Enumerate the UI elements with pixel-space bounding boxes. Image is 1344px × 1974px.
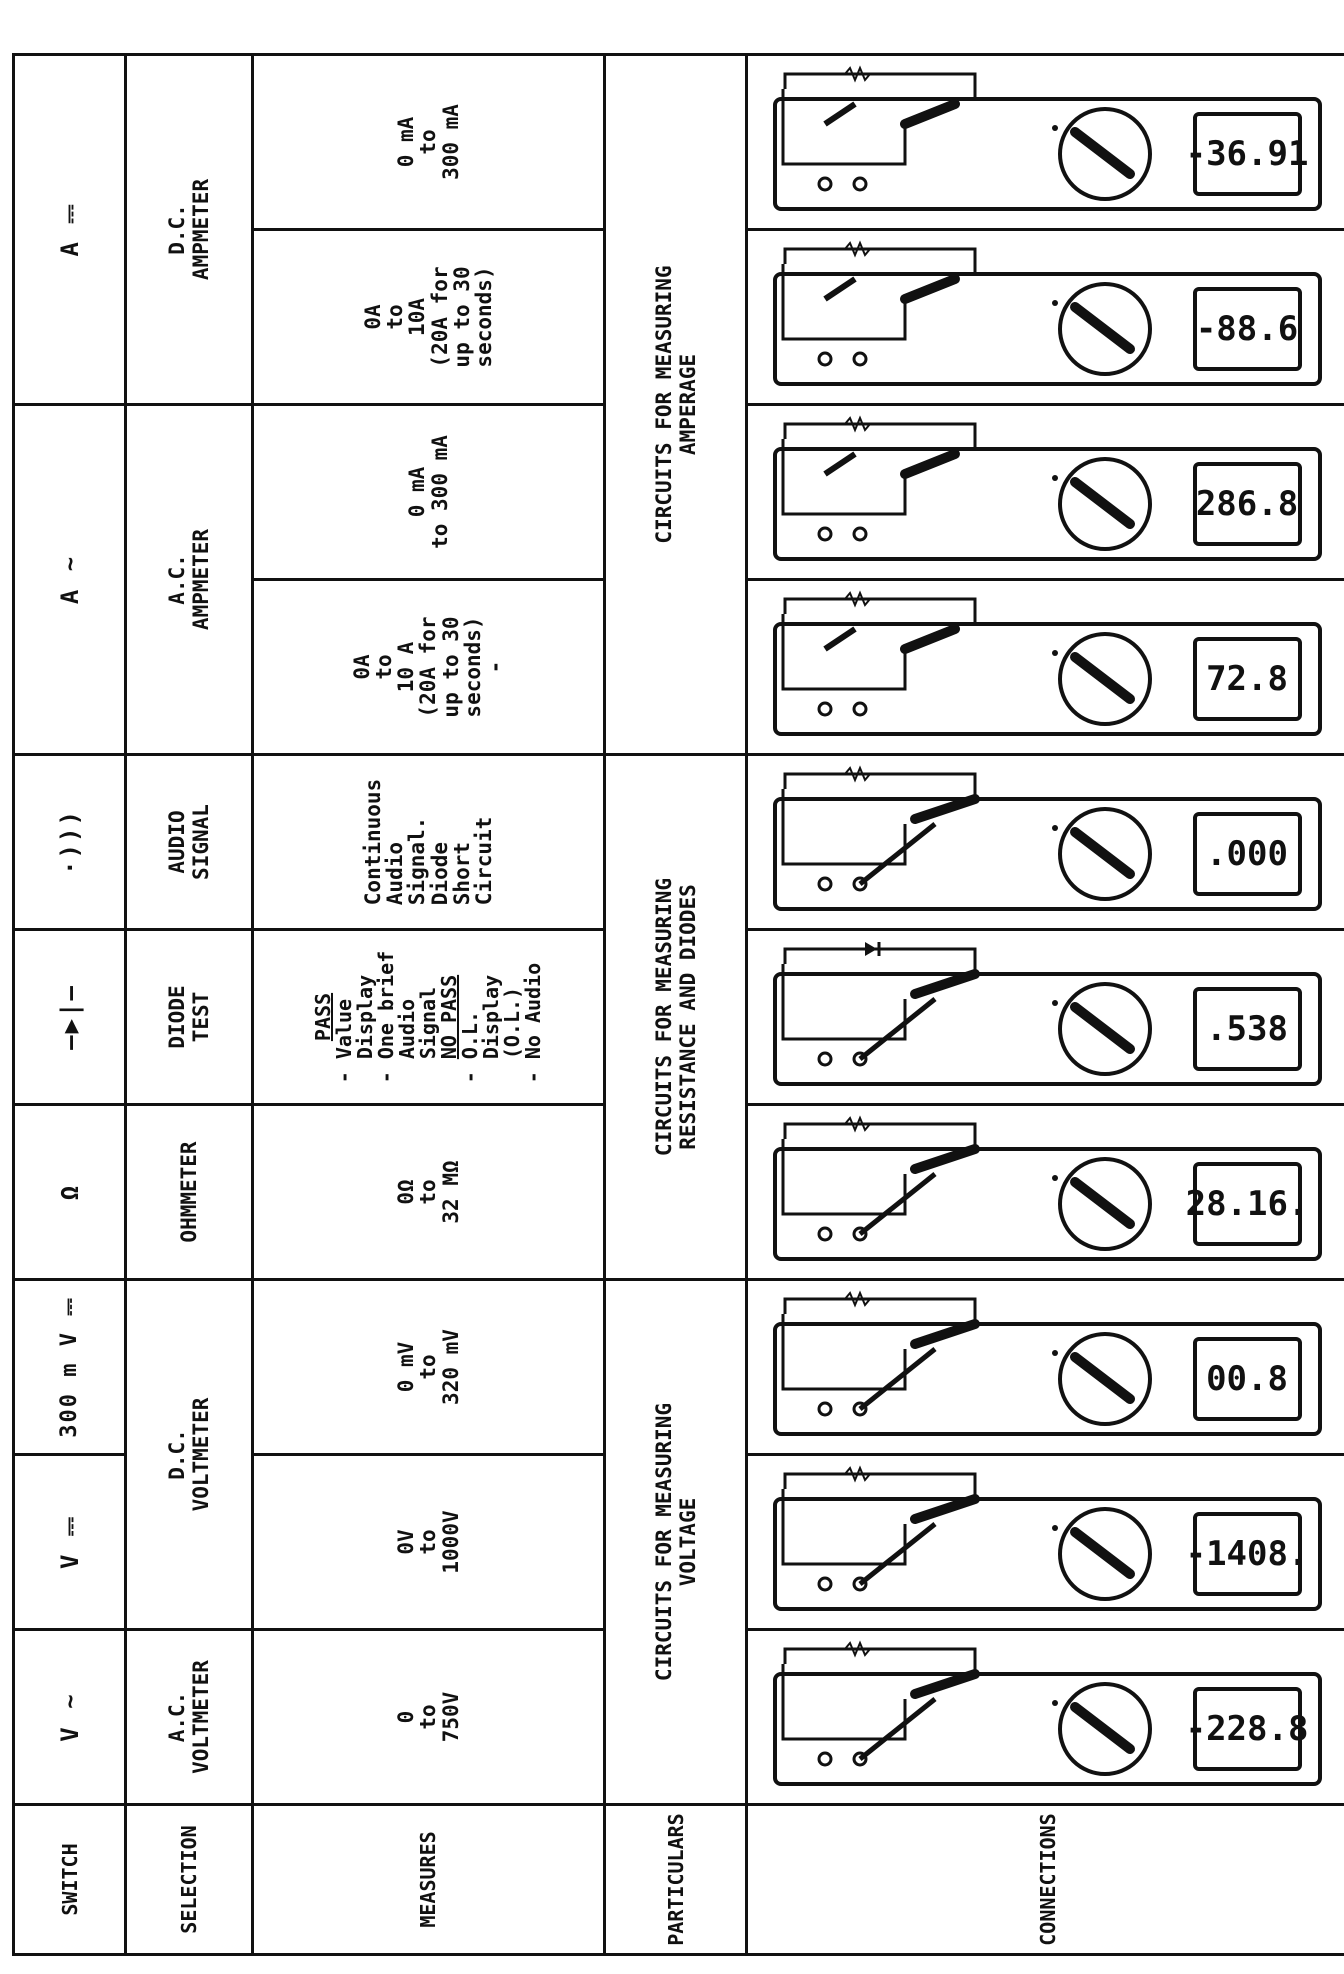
dial-knob: [1075, 658, 1130, 700]
measure-ohm-text: 0Ω to 32 MΩ: [394, 1160, 463, 1224]
connection-cell: [747, 1105, 1344, 1280]
switch-dc-millivolt: 300 m V ⎓: [14, 1280, 126, 1455]
connection-cell: [747, 229, 1344, 404]
jack-common: [819, 1579, 831, 1591]
black-probe: [915, 975, 975, 995]
connection-cell: [747, 54, 1344, 229]
switch-dc-amp: A ⎓: [14, 54, 126, 404]
black-probe: [905, 454, 955, 474]
measure-diode: [253, 930, 605, 1105]
meter-slot: [750, 937, 1344, 1097]
particulars-amperage: [605, 54, 747, 754]
diode-no-pass-item: - O.L.: [458, 1010, 482, 1084]
lcd-value: -88.6: [1195, 309, 1299, 350]
lcd-readout: [1206, 1010, 1288, 1050]
jack-common: [819, 704, 831, 716]
selection-dc-voltmeter-text: D.C. VOLTMETER: [165, 1397, 213, 1512]
dial-knob: [1075, 1533, 1130, 1575]
black-probe: [915, 1325, 975, 1345]
red-probe: [860, 1700, 935, 1760]
red-probe: [825, 630, 855, 650]
measure-dc-amp-ma-text: 0 mA to 300 mA: [394, 104, 463, 180]
dial-indicator: [1052, 826, 1058, 832]
jack-input: [854, 704, 866, 716]
dial-indicator: [1052, 125, 1058, 131]
measure-dc-mv: [253, 1280, 605, 1455]
black-probe: [905, 630, 955, 650]
lcd-value: -1408.: [1185, 1534, 1309, 1575]
meter-slot: [750, 237, 1344, 397]
lead-wire: [785, 249, 975, 274]
particulars-label: PARTICULARS: [605, 1805, 747, 1955]
dial-knob: [1075, 1358, 1130, 1400]
particulars-voltage-text: CIRCUITS FOR MEASURING VOLTAGE: [651, 1402, 700, 1682]
switch-diode: —▶|—: [14, 930, 126, 1105]
particulars-resistance: [605, 755, 747, 1280]
measure-audio: [253, 755, 605, 930]
lead-wire: [785, 600, 975, 625]
lcd-value: 286.8: [1195, 484, 1299, 525]
measure-dc-mv-text: 0 mV to 320 mV: [394, 1329, 463, 1405]
connection-cell: [747, 404, 1344, 579]
selection-dc-voltmeter: [126, 1280, 253, 1630]
measure-ac-amp-ma: [253, 404, 605, 579]
connection-cell: [747, 1455, 1344, 1630]
particulars-row: [605, 54, 747, 1954]
lead-wire: [785, 1650, 975, 1675]
red-probe: [860, 1525, 935, 1585]
selection-ac-voltmeter: [126, 1630, 253, 1805]
switch-ac-amp: A ∼: [14, 404, 126, 754]
jack-common: [819, 1054, 831, 1066]
black-probe: [905, 104, 955, 124]
measure-dc-amp-10a-text: 0A to 10A (20A for up to 30 seconds): [361, 266, 496, 368]
measure-ac-amp-10a-text: 0A to 10 A (20A for up to 30 seconds) -: [350, 616, 507, 718]
lead-wire: [785, 1125, 975, 1150]
measure-dc-amp-ma: [253, 54, 605, 229]
measure-ac-volt: [253, 1630, 605, 1805]
dial-knob: [1075, 307, 1130, 349]
diode-no-pass-item: Display: [479, 974, 503, 1084]
multimeter-diagram: [755, 935, 1340, 1100]
jack-common: [819, 178, 831, 190]
multimeter-function-table: [12, 53, 1344, 1956]
dial-indicator: [1052, 1001, 1058, 1007]
particulars-resistance-text: CIRCUITS FOR MEASURING RESISTANCE AND DIODES: [651, 877, 700, 1157]
red-probe: [860, 1175, 935, 1235]
diode-pass-item: - One brief: [374, 950, 398, 1084]
diode-no-pass-heading: NO PASS: [437, 974, 461, 1060]
jack-input: [854, 353, 866, 365]
measures-label: MEASURES: [253, 1805, 605, 1955]
dial-indicator: [1052, 1701, 1058, 1707]
multimeter-diagram: [755, 760, 1340, 925]
dial-knob: [1075, 1008, 1130, 1050]
diode-symbol: [865, 943, 877, 957]
red-probe: [860, 1000, 935, 1060]
selection-dc-ampmeter-text: D.C. AMPMETER: [165, 178, 213, 281]
meter-slot: [750, 1637, 1344, 1797]
black-probe: [915, 1500, 975, 1520]
rotated-table-sheet: [12, 56, 1312, 1956]
black-probe: [915, 1675, 975, 1695]
connection-cell: [747, 1280, 1344, 1455]
lead-wire: [785, 1475, 975, 1500]
multimeter-diagram: [755, 59, 1340, 224]
connection-cell: [747, 930, 1344, 1105]
dial-indicator: [1052, 1526, 1058, 1532]
meter-slot: [750, 1112, 1344, 1272]
black-probe: [905, 279, 955, 299]
switch-row: [14, 54, 126, 1954]
diode-pass-item: Signal: [416, 986, 440, 1084]
connections-label: CONNECTIONS: [747, 1805, 1344, 1955]
meter-slot: [750, 762, 1344, 922]
measure-dc-volt: [253, 1455, 605, 1630]
jack-common: [819, 879, 831, 891]
measure-dc-volt-text: 0V to 1000V: [394, 1510, 463, 1574]
jack-common: [819, 1404, 831, 1416]
lcd-readout: [1206, 835, 1288, 875]
multimeter-diagram: [755, 409, 1340, 574]
red-probe: [825, 104, 855, 124]
switch-audio: ·))): [14, 755, 126, 930]
lead-wire: [785, 1300, 975, 1325]
measure-ac-amp-10a: [253, 580, 605, 755]
diode-pass-item: Display: [353, 974, 377, 1084]
jack-common: [819, 1229, 831, 1241]
selection-ac-ampmeter-text: A.C. AMPMETER: [165, 528, 213, 631]
multimeter-diagram: [755, 1110, 1340, 1275]
diode-no-pass-item: - No Audio: [521, 962, 545, 1084]
measure-dc-amp-10a: [253, 229, 605, 404]
multimeter-diagram: [755, 585, 1340, 750]
jack-common: [819, 528, 831, 540]
selection-diode-test-text: DIODE TEST: [165, 985, 213, 1049]
connection-cell: [747, 755, 1344, 930]
selection-diode-test: [126, 930, 253, 1105]
jack-common: [819, 1754, 831, 1766]
multimeter-diagram: [755, 1460, 1340, 1625]
selection-ac-ampmeter: [126, 404, 253, 754]
selection-label: SELECTION: [126, 1805, 253, 1955]
dial-knob: [1075, 482, 1130, 524]
lcd-value: 00.8: [1206, 1359, 1288, 1400]
selection-ac-voltmeter-text: A.C. VOLTMETER: [165, 1660, 213, 1774]
dial-knob: [1075, 833, 1130, 875]
measures-row: [253, 54, 605, 1954]
diode-pass-item: Audio: [395, 998, 419, 1084]
lcd-readout: [1186, 1185, 1309, 1225]
lead-wire: [785, 424, 975, 449]
lcd-readout: [1186, 1710, 1309, 1750]
selection-audio-signal-text: AUDIO SIGNAL: [165, 804, 213, 880]
dial-indicator: [1052, 1351, 1058, 1357]
multimeter-diagram: [755, 1285, 1340, 1450]
lcd-value: -36.91: [1185, 134, 1309, 175]
measure-ac-volt-text: 0 to 750V: [394, 1691, 463, 1743]
multimeter-diagram: [755, 234, 1340, 399]
selection-dc-ampmeter: [126, 54, 253, 404]
multimeter-diagram: [755, 1635, 1340, 1800]
diode-no-pass-item: (O.L.): [500, 986, 524, 1084]
dial-knob: [1075, 132, 1130, 174]
lcd-value: .538: [1206, 1009, 1288, 1050]
jack-common: [819, 353, 831, 365]
lcd-readout: [1206, 1360, 1288, 1400]
switch-dc-volt: V ⎓: [14, 1455, 126, 1630]
dial-knob: [1075, 1708, 1130, 1750]
dial-indicator: [1052, 1176, 1058, 1182]
lcd-readout: [1196, 309, 1298, 349]
meter-slot: [750, 1462, 1344, 1622]
lead-wire: [785, 775, 975, 800]
lcd-value: 72.8: [1206, 659, 1288, 700]
jack-input: [854, 178, 866, 190]
lcd-readout: [1186, 134, 1309, 174]
measure-audio-text: Continuous Audio Signal. Diode Short Circuit: [361, 778, 496, 906]
lcd-value: -228.8: [1185, 1709, 1309, 1750]
red-probe: [860, 1350, 935, 1410]
jack-input: [854, 528, 866, 540]
red-probe: [860, 825, 935, 885]
meter-slot: [750, 587, 1344, 747]
selection-ohmmeter: OHMMETER: [126, 1105, 253, 1280]
connection-cell: [747, 1630, 1344, 1805]
dial-indicator: [1052, 651, 1058, 657]
measure-ohm: [253, 1105, 605, 1280]
particulars-voltage: [605, 1280, 747, 1805]
selection-audio-signal: [126, 755, 253, 930]
lcd-readout: [1186, 1535, 1309, 1575]
diode-pass-heading: PASS: [311, 992, 335, 1042]
lead-wire: [785, 74, 975, 99]
connection-cell: [747, 580, 1344, 755]
meter-slot: [750, 412, 1344, 572]
lcd-readout: [1206, 660, 1288, 700]
lcd-readout: [1196, 484, 1298, 524]
dial-knob: [1075, 1183, 1130, 1225]
switch-ohm: Ω: [14, 1105, 126, 1280]
particulars-amperage-text: CIRCUITS FOR MEASURING AMPERAGE: [651, 265, 700, 544]
black-probe: [915, 800, 975, 820]
diode-pass-item: - Value: [332, 998, 356, 1084]
switch-label: SWITCH: [14, 1805, 126, 1955]
connections-row: [747, 54, 1344, 1954]
dial-indicator: [1052, 475, 1058, 481]
red-probe: [825, 279, 855, 299]
meter-slot: [750, 1287, 1344, 1447]
measure-ac-amp-ma-text: 0 mA to 300 mA: [405, 435, 452, 549]
lcd-value: .000: [1206, 834, 1288, 875]
switch-ac-volt: V ∼: [14, 1630, 126, 1805]
dial-indicator: [1052, 300, 1058, 306]
selection-row: [126, 54, 253, 1954]
meter-slot: [750, 62, 1344, 222]
lcd-value: 28.16.: [1185, 1184, 1309, 1225]
black-probe: [915, 1150, 975, 1170]
red-probe: [825, 454, 855, 474]
